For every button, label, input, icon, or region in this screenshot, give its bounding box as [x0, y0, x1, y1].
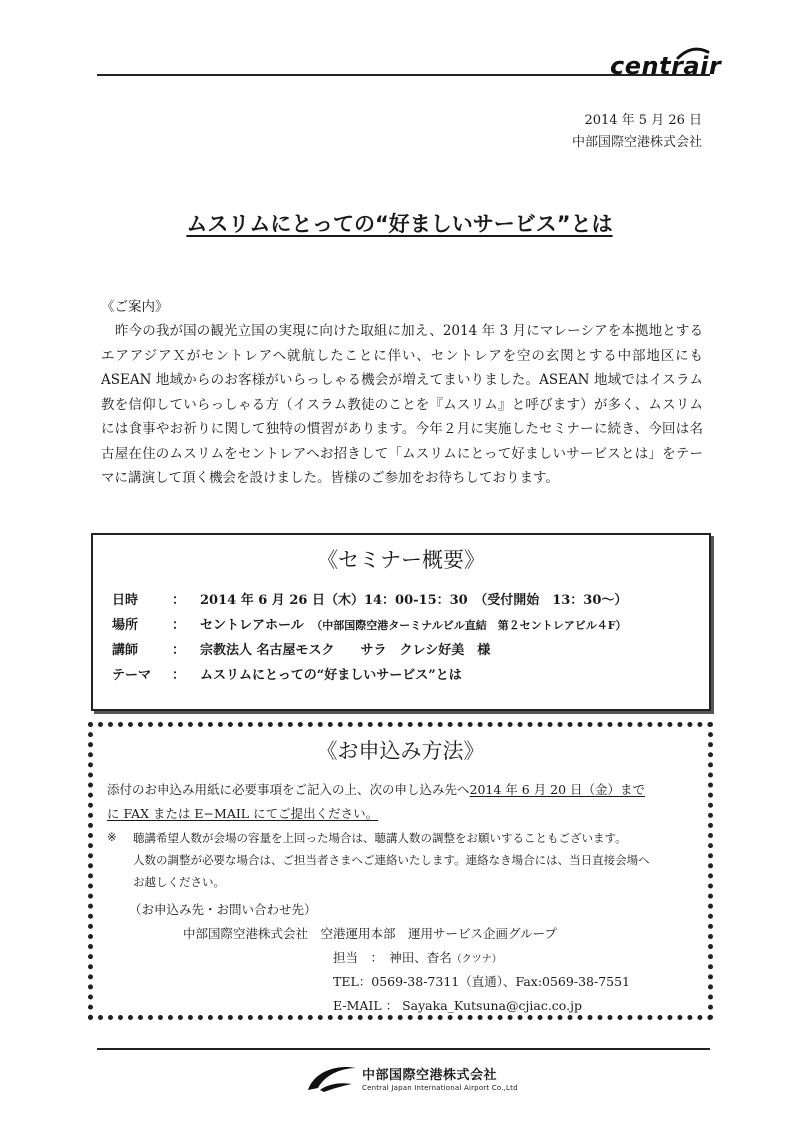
seminar-row-venue — [112, 614, 627, 633]
application-deadline: 2014 年 6 月 20 日（金）まで — [469, 782, 646, 797]
row-value: ムスリムにとっての“好ましいサービス”とは — [200, 668, 462, 683]
seminar-heading: 《セミナー概要》 — [317, 548, 485, 572]
centrair-logo: centrair — [610, 52, 722, 80]
note-mark: ※ — [107, 830, 117, 844]
contact-person-name: 神田、杳名 — [389, 950, 452, 965]
footer-rule — [97, 1048, 710, 1050]
contact-organization: 中部国際空港株式会社 空港運用本部 運用サービス企画グループ — [183, 926, 558, 941]
seminar-row-speaker — [112, 639, 490, 658]
seminar-overview-box — [91, 533, 711, 711]
contact-tel-fax: TEL：0569-38-7311（直通）、Fax:0569-38-7551 — [333, 974, 631, 989]
contact-heading: （お申込み先・お問い合わせ先） — [129, 902, 317, 917]
application-line-1 — [107, 780, 645, 798]
intro-heading: 《ご案内》 — [101, 299, 169, 315]
application-method-box — [88, 722, 713, 1020]
row-colon: ： — [172, 618, 186, 633]
seminar-row-datetime — [112, 589, 627, 608]
contact-person-kana: （クツナ） — [451, 954, 502, 965]
footer-company-jp: 中部国際空港株式会社 — [362, 1068, 498, 1083]
footer-company-en: Central Japan International Airport Co.,Ltd — [362, 1084, 518, 1092]
row-value: 宗教法人 名古屋モスク サラ クレシ好美 様 — [200, 643, 491, 658]
page-title-text: ムスリムにとっての“好ましいサービス”とは — [186, 212, 613, 236]
row-label: 場所 — [112, 618, 139, 633]
row-label: 日時 — [112, 593, 139, 608]
row-colon: ： — [172, 643, 186, 658]
row-label: 講師 — [112, 643, 139, 658]
row-value: セントレアホール — [200, 618, 317, 633]
document-date: 2014 年 5 月 26 日 — [584, 113, 702, 128]
page-title — [0, 208, 799, 238]
note-line-2: 人数の調整が必要な場合は、ご担当者さまへご連絡いたします。連絡なき場合には、当日直接会場へ — [133, 853, 650, 867]
issuing-company: 中部国際空港株式会社 — [571, 135, 702, 150]
contact-person-label: 担当 ： — [333, 950, 377, 965]
application-submit-method: に FAX または E−MAIL にてご提出ください。 — [107, 806, 379, 821]
contact-person — [333, 948, 502, 966]
row-colon: ： — [172, 593, 186, 608]
application-heading: 《お申込み方法》 — [316, 739, 485, 763]
row-value: 2014 年 6 月 26 日（木）14：00-15：30 （受付開始 13：30〜） — [200, 593, 628, 608]
seminar-row-theme — [112, 664, 462, 683]
row-colon: ： — [172, 668, 186, 683]
note-line-3: お越しください。 — [133, 875, 225, 889]
row-label: テーマ — [112, 668, 152, 683]
intro-body: 昨今の我が国の観光立国の実現に向けた取組に加え、2014 年 3 月にマレーシアを本拠地とするエアアジアＸがセントレアへ就航したことに伴い、セントレアを空の玄関とする中部地区にも ASEAN 地域からのお客様がいらっしゃる機会が増えてまいりました。ASEAN 地域ではイスラム教を信仰していらっしゃる方（イスラム教徒のことを『ムスリム』と呼びます）が多く、ムスリムには食事やお祈りに関して独特の慣習があります。今年２月に実施したセミナーに続き、今回は名古屋在住のムスリムをセントレアへお招きして「ムスリムにとって好ましいサービスとは」をテーマに講演して頂く機会を設けました。皆様のご参加をお待ちしております。 — [101, 323, 703, 486]
contact-email: E-MAIL ： Sayaka_Kutsuna@cjiac.co.jp — [333, 998, 582, 1013]
row-note: （中部国際空港ターミナルビル直結 第２セントレアビル４F） — [316, 619, 627, 632]
airport-logo-swoosh — [306, 1062, 358, 1094]
application-instructions: 添付のお申込み用紙に必要事項をご記入の上、次の申し込み先へ — [107, 782, 470, 797]
note-line-1: 聴講希望人数が会場の容量を上回った場合は、聴講人数の調整をお願いすることもございます。 — [133, 831, 627, 845]
